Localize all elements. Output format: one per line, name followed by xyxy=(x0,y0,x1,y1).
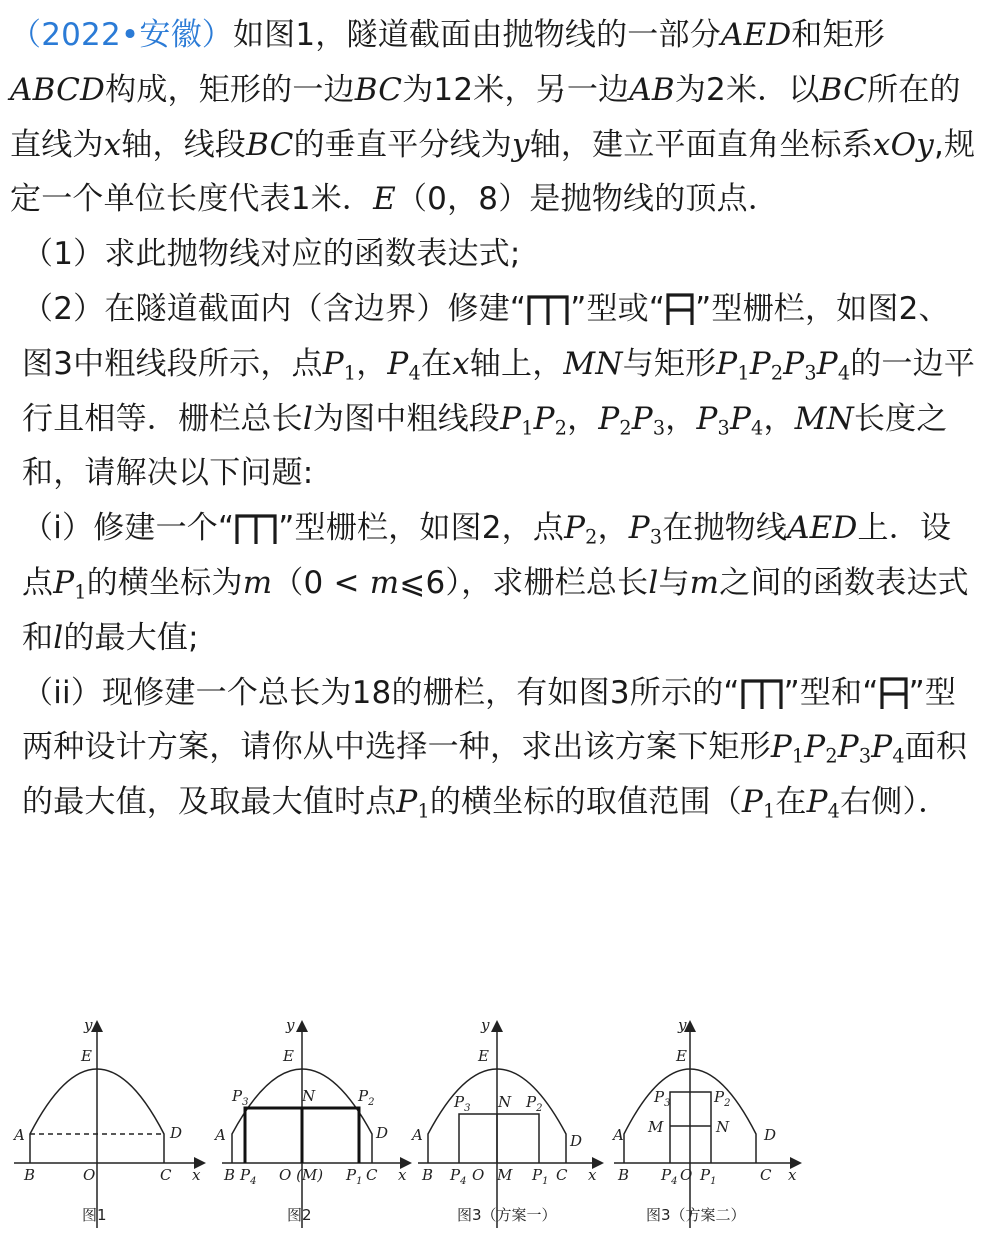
svg-text:O: O xyxy=(472,1166,485,1184)
svg-text:D: D xyxy=(376,1124,389,1142)
svg-text:y: y xyxy=(84,1016,93,1034)
svg-text:D: D xyxy=(764,1126,777,1144)
svg-text:C: C xyxy=(366,1166,378,1184)
svg-text:M: M xyxy=(497,1166,513,1184)
svg-text:P2: $P_2$ xyxy=(358,1087,375,1108)
question-1: （1）求此抛物线对应的函数表达式; xyxy=(22,236,521,273)
problem-intro: （2022•安徽）如图1，隧道截面由抛物线的一部分AED和矩形ABCD构成，矩形的一边BC为12米，另一边AB为2米．以BC所在的直线为x轴，线段BC的垂直平分线为y轴，建立平面直角坐标系xOy,规定一个单位长度代表1米．E（0，8）是抛物线的顶点． xyxy=(10,17,976,218)
svg-text:P2: $P_2$ xyxy=(714,1088,731,1109)
svg-text:P1: $P_1$ xyxy=(346,1166,363,1187)
svg-text:y: y xyxy=(481,1016,490,1034)
svg-text:E: E xyxy=(676,1047,687,1065)
svg-text:N: N xyxy=(302,1087,316,1105)
figure-3-scheme-2 xyxy=(611,1016,797,1228)
problem-statement xyxy=(10,8,976,830)
svg-text:M: M xyxy=(648,1118,664,1136)
svg-text:A: A xyxy=(14,1126,25,1144)
svg-text:E: E xyxy=(81,1047,92,1065)
svg-text:B: B xyxy=(224,1166,236,1184)
figure-3-scheme-2-caption: 图3（方案二） xyxy=(646,1206,746,1224)
figure-1-caption: 图1 xyxy=(82,1206,107,1224)
three-post-fence-icon xyxy=(234,513,278,545)
three-post-fence-icon xyxy=(526,294,570,326)
svg-text:B: B xyxy=(618,1166,630,1184)
svg-text:O: O xyxy=(680,1166,693,1184)
svg-text:P1: $P_1$ xyxy=(700,1166,717,1187)
figure-3-scheme-1 xyxy=(410,1016,598,1228)
question-2-i: （i）修建一个“ ”型栅栏，如图2，点$P_2$，$P_3$在抛物线AED上．设点$P_1$的横坐标为m（0 < m⩽6），求栅栏总长l与m之间的函数表达式和l的最大值; xyxy=(22,510,969,656)
svg-text:B: B xyxy=(24,1166,36,1184)
svg-text:C: C xyxy=(160,1166,172,1184)
svg-text:P4: $P_4$ xyxy=(450,1166,467,1187)
svg-text:O (M): O (M) xyxy=(279,1166,324,1184)
svg-text:D: D xyxy=(570,1132,583,1150)
svg-text:C: C xyxy=(760,1166,772,1184)
svg-text:x: x xyxy=(588,1166,597,1184)
svg-text:A: A xyxy=(412,1126,423,1144)
svg-text:P1: $P_1$ xyxy=(532,1166,549,1187)
figure-2 xyxy=(213,1016,407,1228)
svg-text:P4: $P_4$ xyxy=(661,1166,678,1187)
svg-text:E: E xyxy=(478,1047,489,1065)
svg-text:P2: $P_2$ xyxy=(526,1093,543,1114)
crossbar-fence-icon xyxy=(879,676,909,710)
question-2: （2）在隧道截面内（含边界）修建“ ”型或“ ”型栅栏，如图2、图3中粗线段所示，点$P_1$，$P_4$在x轴上，MN与矩形$P_1P_2P_3P_4$的一边平行且相等．栅栏总长l为图中粗线段$P_1P_2$，$P_2P_3$，$P_3P_4$，MN长度之和，请解决以下问题: xyxy=(22,290,976,492)
svg-text:A: A xyxy=(613,1126,624,1144)
svg-text:P3: $P_3$ xyxy=(232,1087,249,1108)
figure-1 xyxy=(12,1016,201,1228)
svg-text:D: D xyxy=(170,1124,183,1142)
svg-text:P3: $P_3$ xyxy=(654,1088,671,1109)
svg-text:y: y xyxy=(286,1016,295,1034)
svg-text:E: E xyxy=(283,1047,294,1065)
svg-text:y: y xyxy=(678,1016,687,1034)
question-2-ii: （ii）现修建一个总长为18的栅栏，有如图3所示的“ ”型和“ ”型两种设计方案，请你从中选择一种，求出该方案下矩形$P_1P_2P_3P_4$面积的最大值，及取最大值时点$P_1$的横坐标的取值范围（$P_1$在$P_4$右侧）． xyxy=(22,674,968,823)
svg-text:x: x xyxy=(788,1166,797,1184)
svg-text:B: B xyxy=(422,1166,434,1184)
figures-strip xyxy=(0,1008,986,1243)
figures-svg xyxy=(0,1008,986,1243)
figure-2-caption: 图2 xyxy=(287,1206,312,1224)
svg-text:P3: $P_3$ xyxy=(454,1093,471,1114)
figure-3-scheme-1-caption: 图3（方案一） xyxy=(457,1206,557,1224)
svg-text:N: N xyxy=(716,1118,730,1136)
source-tag: （2022•安徽） xyxy=(10,17,233,53)
three-post-fence-icon xyxy=(740,678,784,710)
svg-text:x: x xyxy=(192,1166,201,1184)
svg-text:C: C xyxy=(556,1166,568,1184)
svg-text:A: A xyxy=(215,1126,226,1144)
svg-text:O: O xyxy=(83,1166,96,1184)
svg-text:P4: $P_4$ xyxy=(240,1166,257,1187)
svg-text:N: N xyxy=(498,1093,512,1111)
svg-text:x: x xyxy=(398,1166,407,1184)
crossbar-fence-icon xyxy=(665,292,695,326)
